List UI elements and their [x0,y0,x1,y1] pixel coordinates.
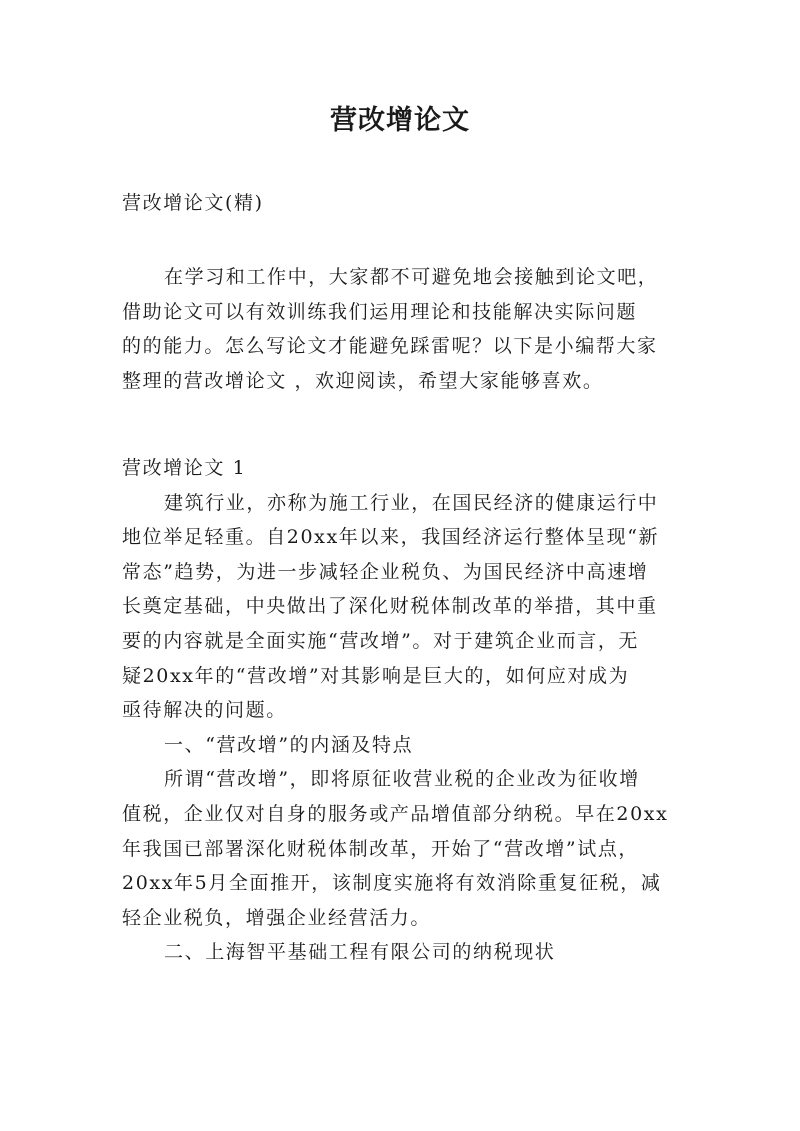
paragraph-line: 疑20xx年的“营改增”对其影响是巨大的，如何应对成为 [122,664,630,687]
paragraph-line: 20xx年5月全面推开，该制度实施将有效消除重复征税，减 [122,872,662,895]
paragraph-line: 值税，企业仅对自身的服务或产品增值部分纳税。早在20xx [122,802,669,825]
paragraph-line: 年我国已部署深化财税体制改革，开始了“营改增”试点， [122,837,640,860]
paragraph-line: 建筑行业，亦称为施工行业，在国民经济的健康运行中 [164,491,659,514]
intro-line: 的的能力。怎么写论文才能避免踩雷呢？以下是小编帮大家 [122,335,658,358]
paragraph-line: 地位举足轻重。自20xx年以来，我国经济运行整体呈现“新 [122,526,660,549]
paragraph-line: 亟待解决的问题。 [122,699,287,722]
paragraph-line: 所谓“营改增”，即将原征收营业税的企业改为征收增 [164,768,640,791]
intro-line: 整理的营改增论文 ，欢迎阅读，希望大家能够喜欢。 [122,369,604,392]
intro-line: 借助论文可以有效训练我们运用理论和技能解决实际问题 [122,300,638,323]
paragraph-line: 长奠定基础，中央做出了深化财税体制改革的举措，其中重 [122,595,658,618]
document-subtitle: 营改增论文(精) [122,192,264,214]
section-1 [122,451,692,970]
paragraph-line: 常态”趋势，为进一步减轻企业税负、为国民经济中高速增 [122,560,649,583]
paragraph-line: 轻企业税负，增强企业经营活力。 [122,906,432,929]
subheading-1: 一、“营改增”的内涵及特点 [164,733,414,756]
intro-paragraph [122,260,692,398]
paragraph-line: 要的内容就是全面实施“营改增”。对于建筑企业而言，无 [122,629,640,652]
section-heading: 营改增论文 1 [122,457,247,479]
subheading-2: 二、上海智平基础工程有限公司的纳税现状 [164,941,556,964]
intro-line: 在学习和工作中，大家都不可避免地会接触到论文吧， [164,266,659,288]
document-title: 营改增论文 [330,105,470,136]
